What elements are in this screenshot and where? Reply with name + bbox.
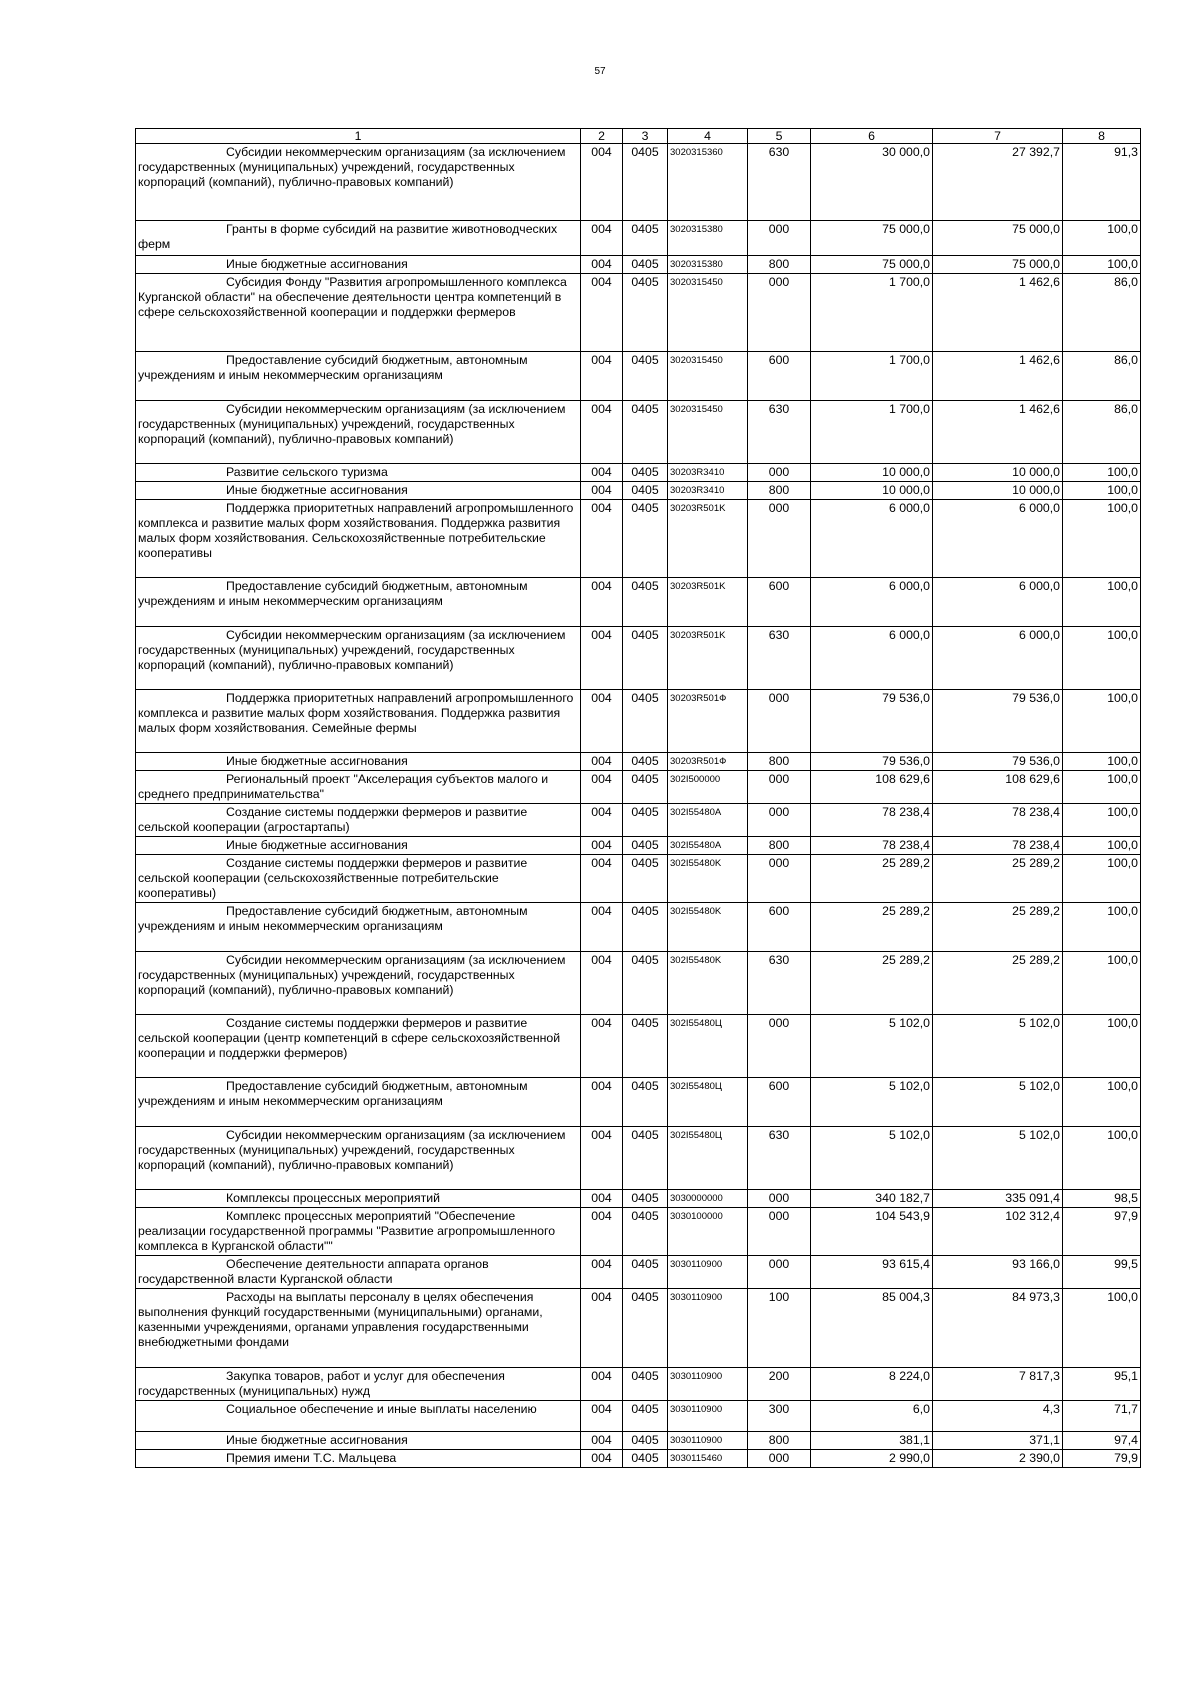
ministry-code: 004 (581, 1368, 623, 1401)
execution-percent: 95,1 (1063, 1368, 1141, 1401)
expense-type-code: 600 (748, 1078, 811, 1127)
execution-percent: 100,0 (1063, 482, 1141, 500)
ministry-code: 004 (581, 401, 623, 464)
executed-amount: 4,3 (933, 1401, 1063, 1432)
planned-amount: 10 000,0 (811, 464, 933, 482)
table-row (136, 1015, 1141, 1078)
section-code: 0405 (623, 952, 668, 1015)
expense-type-code: 000 (748, 1190, 811, 1208)
ministry-code: 004 (581, 1127, 623, 1190)
item-name: Иные бюджетные ассигнования (136, 837, 581, 855)
planned-amount: 2 990,0 (811, 1450, 933, 1468)
ministry-code: 004 (581, 464, 623, 482)
planned-amount: 6,0 (811, 1401, 933, 1432)
target-article-code: 30203R501K (668, 500, 748, 578)
execution-percent: 100,0 (1063, 771, 1141, 804)
ministry-code: 004 (581, 352, 623, 401)
execution-percent: 100,0 (1063, 903, 1141, 952)
target-article-code: 30203R501Ф (668, 690, 748, 753)
executed-amount: 371,1 (933, 1432, 1063, 1450)
ministry-code: 004 (581, 1256, 623, 1289)
table-row (136, 221, 1141, 256)
column-number: 4 (668, 129, 748, 144)
table-row (136, 464, 1141, 482)
planned-amount: 381,1 (811, 1432, 933, 1450)
table-row (136, 274, 1141, 352)
column-number: 3 (623, 129, 668, 144)
expense-type-code: 800 (748, 482, 811, 500)
execution-percent: 86,0 (1063, 352, 1141, 401)
table-row (136, 1368, 1141, 1401)
target-article-code: 302I55480A (668, 837, 748, 855)
section-code: 0405 (623, 1015, 668, 1078)
expense-type-code: 600 (748, 578, 811, 627)
section-code: 0405 (623, 274, 668, 352)
column-number-row (136, 129, 1141, 144)
ministry-code: 004 (581, 1015, 623, 1078)
ministry-code: 004 (581, 753, 623, 771)
item-name: Поддержка приоритетных направлений агропромышленного комплекса и развитие малых форм хозяйствования. Поддержка развития малых форм хозяйствования. Сельскохозяйственные потребительские кооперативы (136, 500, 581, 578)
expense-type-code: 630 (748, 1127, 811, 1190)
ministry-code: 004 (581, 482, 623, 500)
expense-type-code: 630 (748, 627, 811, 690)
execution-percent: 97,9 (1063, 1208, 1141, 1256)
target-article-code: 3020315380 (668, 256, 748, 274)
executed-amount: 5 102,0 (933, 1127, 1063, 1190)
section-code: 0405 (623, 464, 668, 482)
executed-amount: 5 102,0 (933, 1015, 1063, 1078)
ministry-code: 004 (581, 1450, 623, 1468)
column-number: 5 (748, 129, 811, 144)
item-name: Субсидия Фонду "Развития агропромышленного комплекса Курганской области" на обеспечение деятельности центра компетенций в сфере сельскохозяйственной кооперации и поддержки фермеров (136, 274, 581, 352)
target-article-code: 30203R501Ф (668, 753, 748, 771)
item-name: Иные бюджетные ассигнования (136, 256, 581, 274)
table-row (136, 1450, 1141, 1468)
column-number: 2 (581, 129, 623, 144)
table-row (136, 401, 1141, 464)
executed-amount: 75 000,0 (933, 221, 1063, 256)
expense-type-code: 630 (748, 144, 811, 221)
ministry-code: 004 (581, 500, 623, 578)
expense-type-code: 800 (748, 256, 811, 274)
item-name: Создание системы поддержки фермеров и развитие сельской кооперации (агростартапы) (136, 804, 581, 837)
executed-amount: 79 536,0 (933, 753, 1063, 771)
executed-amount: 25 289,2 (933, 855, 1063, 903)
table-row (136, 1208, 1141, 1256)
item-name: Расходы на выплаты персоналу в целях обеспечения выполнения функций государственными (муниципальными) органами, казенными учреждениями, органами управления государственными внебюджетными фондами (136, 1289, 581, 1368)
executed-amount: 335 091,4 (933, 1190, 1063, 1208)
executed-amount: 6 000,0 (933, 627, 1063, 690)
table-row (136, 578, 1141, 627)
ministry-code: 004 (581, 690, 623, 753)
planned-amount: 30 000,0 (811, 144, 933, 221)
item-name: Субсидии некоммерческим организациям (за исключением государственных (муниципальных) учреждений, государственных корпораций (компаний), публично-правовых компаний) (136, 401, 581, 464)
section-code: 0405 (623, 1078, 668, 1127)
table-row (136, 771, 1141, 804)
planned-amount: 10 000,0 (811, 482, 933, 500)
item-name: Премия имени Т.С. Мальцева (136, 1450, 581, 1468)
execution-percent: 100,0 (1063, 1015, 1141, 1078)
section-code: 0405 (623, 1256, 668, 1289)
item-name: Субсидии некоммерческим организациям (за исключением государственных (муниципальных) учреждений, государственных корпораций (компаний), публично-правовых компаний) (136, 627, 581, 690)
section-code: 0405 (623, 903, 668, 952)
target-article-code: 302I55480Ц (668, 1015, 748, 1078)
target-article-code: 3030100000 (668, 1208, 748, 1256)
item-name: Социальное обеспечение и иные выплаты населению (136, 1401, 581, 1432)
expense-type-code: 800 (748, 1432, 811, 1450)
executed-amount: 25 289,2 (933, 952, 1063, 1015)
table-row (136, 500, 1141, 578)
ministry-code: 004 (581, 855, 623, 903)
section-code: 0405 (623, 690, 668, 753)
planned-amount: 85 004,3 (811, 1289, 933, 1368)
ministry-code: 004 (581, 274, 623, 352)
executed-amount: 10 000,0 (933, 482, 1063, 500)
table-row (136, 1432, 1141, 1450)
target-article-code: 3030000000 (668, 1190, 748, 1208)
ministry-code: 004 (581, 1401, 623, 1432)
ministry-code: 004 (581, 952, 623, 1015)
executed-amount: 27 392,7 (933, 144, 1063, 221)
execution-percent: 100,0 (1063, 578, 1141, 627)
section-code: 0405 (623, 401, 668, 464)
execution-percent: 100,0 (1063, 855, 1141, 903)
expense-type-code: 000 (748, 771, 811, 804)
table-row (136, 1256, 1141, 1289)
executed-amount: 78 238,4 (933, 837, 1063, 855)
table-row (136, 256, 1141, 274)
ministry-code: 004 (581, 1208, 623, 1256)
table-row (136, 855, 1141, 903)
expense-type-code: 000 (748, 221, 811, 256)
target-article-code: 3020315450 (668, 352, 748, 401)
item-name: Предоставление субсидий бюджетным, автономным учреждениям и иным некоммерческим организациям (136, 352, 581, 401)
section-code: 0405 (623, 1127, 668, 1190)
planned-amount: 1 700,0 (811, 274, 933, 352)
target-article-code: 30203R3410 (668, 464, 748, 482)
expense-type-code: 000 (748, 274, 811, 352)
expense-type-code: 600 (748, 352, 811, 401)
execution-percent: 100,0 (1063, 753, 1141, 771)
executed-amount: 10 000,0 (933, 464, 1063, 482)
expense-type-code: 300 (748, 1401, 811, 1432)
section-code: 0405 (623, 771, 668, 804)
table-row (136, 627, 1141, 690)
target-article-code: 3030110900 (668, 1289, 748, 1368)
ministry-code: 004 (581, 578, 623, 627)
ministry-code: 004 (581, 1078, 623, 1127)
item-name: Иные бюджетные ассигнования (136, 482, 581, 500)
section-code: 0405 (623, 352, 668, 401)
target-article-code: 3020315450 (668, 401, 748, 464)
expense-type-code: 000 (748, 1015, 811, 1078)
expense-type-code: 000 (748, 500, 811, 578)
expense-type-code: 000 (748, 464, 811, 482)
expense-type-code: 600 (748, 903, 811, 952)
execution-percent: 71,7 (1063, 1401, 1141, 1432)
expense-type-code: 100 (748, 1289, 811, 1368)
table-row (136, 952, 1141, 1015)
table-row (136, 1190, 1141, 1208)
expense-type-code: 800 (748, 753, 811, 771)
target-article-code: 30203R501K (668, 627, 748, 690)
expense-type-code: 000 (748, 1256, 811, 1289)
execution-percent: 98,5 (1063, 1190, 1141, 1208)
planned-amount: 8 224,0 (811, 1368, 933, 1401)
target-article-code: 302I55480K (668, 903, 748, 952)
planned-amount: 1 700,0 (811, 352, 933, 401)
section-code: 0405 (623, 627, 668, 690)
table-row (136, 903, 1141, 952)
ministry-code: 004 (581, 837, 623, 855)
ministry-code: 004 (581, 256, 623, 274)
target-article-code: 3020315380 (668, 221, 748, 256)
item-name: Комплексы процессных мероприятий (136, 1190, 581, 1208)
expense-type-code: 000 (748, 690, 811, 753)
table-row (136, 144, 1141, 221)
planned-amount: 108 629,6 (811, 771, 933, 804)
planned-amount: 79 536,0 (811, 753, 933, 771)
item-name: Предоставление субсидий бюджетным, автономным учреждениям и иным некоммерческим организациям (136, 903, 581, 952)
table-row (136, 1078, 1141, 1127)
item-name: Создание системы поддержки фермеров и развитие сельской кооперации (сельскохозяйственные потребительские кооперативы) (136, 855, 581, 903)
executed-amount: 1 462,6 (933, 401, 1063, 464)
section-code: 0405 (623, 482, 668, 500)
section-code: 0405 (623, 1208, 668, 1256)
section-code: 0405 (623, 837, 668, 855)
execution-percent: 100,0 (1063, 952, 1141, 1015)
planned-amount: 25 289,2 (811, 952, 933, 1015)
item-name: Предоставление субсидий бюджетным, автономным учреждениям и иным некоммерческим организациям (136, 1078, 581, 1127)
executed-amount: 1 462,6 (933, 352, 1063, 401)
expense-type-code: 630 (748, 952, 811, 1015)
planned-amount: 5 102,0 (811, 1127, 933, 1190)
target-article-code: 3030110900 (668, 1401, 748, 1432)
section-code: 0405 (623, 855, 668, 903)
ministry-code: 004 (581, 903, 623, 952)
table-row (136, 753, 1141, 771)
target-article-code: 3030110900 (668, 1368, 748, 1401)
item-name: Субсидии некоммерческим организациям (за исключением государственных (муниципальных) учреждений, государственных корпораций (компаний), публично-правовых компаний) (136, 1127, 581, 1190)
expense-type-code: 800 (748, 837, 811, 855)
item-name: Предоставление субсидий бюджетным, автономным учреждениям и иным некоммерческим организациям (136, 578, 581, 627)
executed-amount: 93 166,0 (933, 1256, 1063, 1289)
execution-percent: 100,0 (1063, 221, 1141, 256)
item-name: Иные бюджетные ассигнования (136, 753, 581, 771)
target-article-code: 302I55480Ц (668, 1078, 748, 1127)
execution-percent: 99,5 (1063, 1256, 1141, 1289)
ministry-code: 004 (581, 804, 623, 837)
target-article-code: 30203R3410 (668, 482, 748, 500)
executed-amount: 2 390,0 (933, 1450, 1063, 1468)
expense-type-code: 630 (748, 401, 811, 464)
table-row (136, 1127, 1141, 1190)
table-row (136, 837, 1141, 855)
item-name: Региональный проект "Акселерация субъектов малого и среднего предпринимательства" (136, 771, 581, 804)
table-row (136, 690, 1141, 753)
execution-percent: 86,0 (1063, 401, 1141, 464)
target-article-code: 302I55480A (668, 804, 748, 837)
target-article-code: 302I55480K (668, 952, 748, 1015)
executed-amount: 6 000,0 (933, 500, 1063, 578)
ministry-code: 004 (581, 144, 623, 221)
execution-percent: 97,4 (1063, 1432, 1141, 1450)
target-article-code: 30203R501K (668, 578, 748, 627)
ministry-code: 004 (581, 221, 623, 256)
ministry-code: 004 (581, 1190, 623, 1208)
execution-percent: 100,0 (1063, 627, 1141, 690)
expense-type-code: 000 (748, 855, 811, 903)
item-name: Субсидии некоммерческим организациям (за исключением государственных (муниципальных) учреждений, государственных корпораций (компаний), публично-правовых компаний) (136, 144, 581, 221)
table-row (136, 804, 1141, 837)
target-article-code: 3020315360 (668, 144, 748, 221)
execution-percent: 100,0 (1063, 500, 1141, 578)
item-name: Гранты в форме субсидий на развитие животноводческих ферм (136, 221, 581, 256)
item-name: Иные бюджетные ассигнования (136, 1432, 581, 1450)
execution-percent: 86,0 (1063, 274, 1141, 352)
planned-amount: 75 000,0 (811, 256, 933, 274)
planned-amount: 340 182,7 (811, 1190, 933, 1208)
section-code: 0405 (623, 1432, 668, 1450)
ministry-code: 004 (581, 771, 623, 804)
target-article-code: 3030115460 (668, 1450, 748, 1468)
target-article-code: 302I55480K (668, 855, 748, 903)
planned-amount: 5 102,0 (811, 1078, 933, 1127)
ministry-code: 004 (581, 1289, 623, 1368)
expense-type-code: 000 (748, 1208, 811, 1256)
execution-percent: 100,0 (1063, 804, 1141, 837)
planned-amount: 78 238,4 (811, 804, 933, 837)
section-code: 0405 (623, 144, 668, 221)
ministry-code: 004 (581, 1432, 623, 1450)
execution-percent: 100,0 (1063, 837, 1141, 855)
planned-amount: 93 615,4 (811, 1256, 933, 1289)
section-code: 0405 (623, 1401, 668, 1432)
section-code: 0405 (623, 1368, 668, 1401)
budget-table (135, 128, 1141, 1468)
column-number: 1 (136, 129, 581, 144)
executed-amount: 79 536,0 (933, 690, 1063, 753)
planned-amount: 5 102,0 (811, 1015, 933, 1078)
planned-amount: 78 238,4 (811, 837, 933, 855)
planned-amount: 6 000,0 (811, 627, 933, 690)
section-code: 0405 (623, 804, 668, 837)
execution-percent: 100,0 (1063, 1289, 1141, 1368)
planned-amount: 75 000,0 (811, 221, 933, 256)
ministry-code: 004 (581, 627, 623, 690)
target-article-code: 302I55480Ц (668, 1127, 748, 1190)
section-code: 0405 (623, 1190, 668, 1208)
section-code: 0405 (623, 753, 668, 771)
execution-percent: 100,0 (1063, 1127, 1141, 1190)
executed-amount: 25 289,2 (933, 903, 1063, 952)
planned-amount: 79 536,0 (811, 690, 933, 753)
executed-amount: 84 973,3 (933, 1289, 1063, 1368)
target-article-code: 3030110900 (668, 1256, 748, 1289)
column-number: 6 (811, 129, 933, 144)
section-code: 0405 (623, 1450, 668, 1468)
column-number: 8 (1063, 129, 1141, 144)
planned-amount: 1 700,0 (811, 401, 933, 464)
planned-amount: 25 289,2 (811, 855, 933, 903)
target-article-code: 3030110900 (668, 1432, 748, 1450)
executed-amount: 1 462,6 (933, 274, 1063, 352)
planned-amount: 25 289,2 (811, 903, 933, 952)
target-article-code: 302I500000 (668, 771, 748, 804)
executed-amount: 108 629,6 (933, 771, 1063, 804)
item-name: Закупка товаров, работ и услуг для обеспечения государственных (муниципальных) нужд (136, 1368, 581, 1401)
expense-type-code: 200 (748, 1368, 811, 1401)
execution-percent: 100,0 (1063, 690, 1141, 753)
planned-amount: 6 000,0 (811, 500, 933, 578)
section-code: 0405 (623, 221, 668, 256)
section-code: 0405 (623, 1289, 668, 1368)
column-number: 7 (933, 129, 1063, 144)
section-code: 0405 (623, 256, 668, 274)
target-article-code: 3020315450 (668, 274, 748, 352)
expense-type-code: 000 (748, 1450, 811, 1468)
section-code: 0405 (623, 578, 668, 627)
execution-percent: 79,9 (1063, 1450, 1141, 1468)
item-name: Комплекс процессных мероприятий "Обеспечение реализации государственной программы "Развитие агропромышленного комплекса в Курганской области"" (136, 1208, 581, 1256)
execution-percent: 100,0 (1063, 1078, 1141, 1127)
execution-percent: 91,3 (1063, 144, 1141, 221)
section-code: 0405 (623, 500, 668, 578)
table-row (136, 1401, 1141, 1432)
planned-amount: 104 543,9 (811, 1208, 933, 1256)
table-row (136, 352, 1141, 401)
executed-amount: 5 102,0 (933, 1078, 1063, 1127)
execution-percent: 100,0 (1063, 256, 1141, 274)
item-name: Создание системы поддержки фермеров и развитие сельской кооперации (центр компетенций в сфере сельскохозяйственной кооперации и поддержки фермеров) (136, 1015, 581, 1078)
item-name: Поддержка приоритетных направлений агропромышленного комплекса и развитие малых форм хозяйствования. Поддержка развития малых форм хозяйствования. Семейные фермы (136, 690, 581, 753)
table-row (136, 1289, 1141, 1368)
execution-percent: 100,0 (1063, 464, 1141, 482)
executed-amount: 6 000,0 (933, 578, 1063, 627)
page-number: 57 (594, 66, 606, 77)
table-row (136, 482, 1141, 500)
item-name: Обеспечение деятельности аппарата органов государственной власти Курганской области (136, 1256, 581, 1289)
expense-type-code: 000 (748, 804, 811, 837)
planned-amount: 6 000,0 (811, 578, 933, 627)
executed-amount: 7 817,3 (933, 1368, 1063, 1401)
executed-amount: 102 312,4 (933, 1208, 1063, 1256)
item-name: Субсидии некоммерческим организациям (за исключением государственных (муниципальных) учреждений, государственных корпораций (компаний), публично-правовых компаний) (136, 952, 581, 1015)
item-name: Развитие сельского туризма (136, 464, 581, 482)
executed-amount: 75 000,0 (933, 256, 1063, 274)
executed-amount: 78 238,4 (933, 804, 1063, 837)
